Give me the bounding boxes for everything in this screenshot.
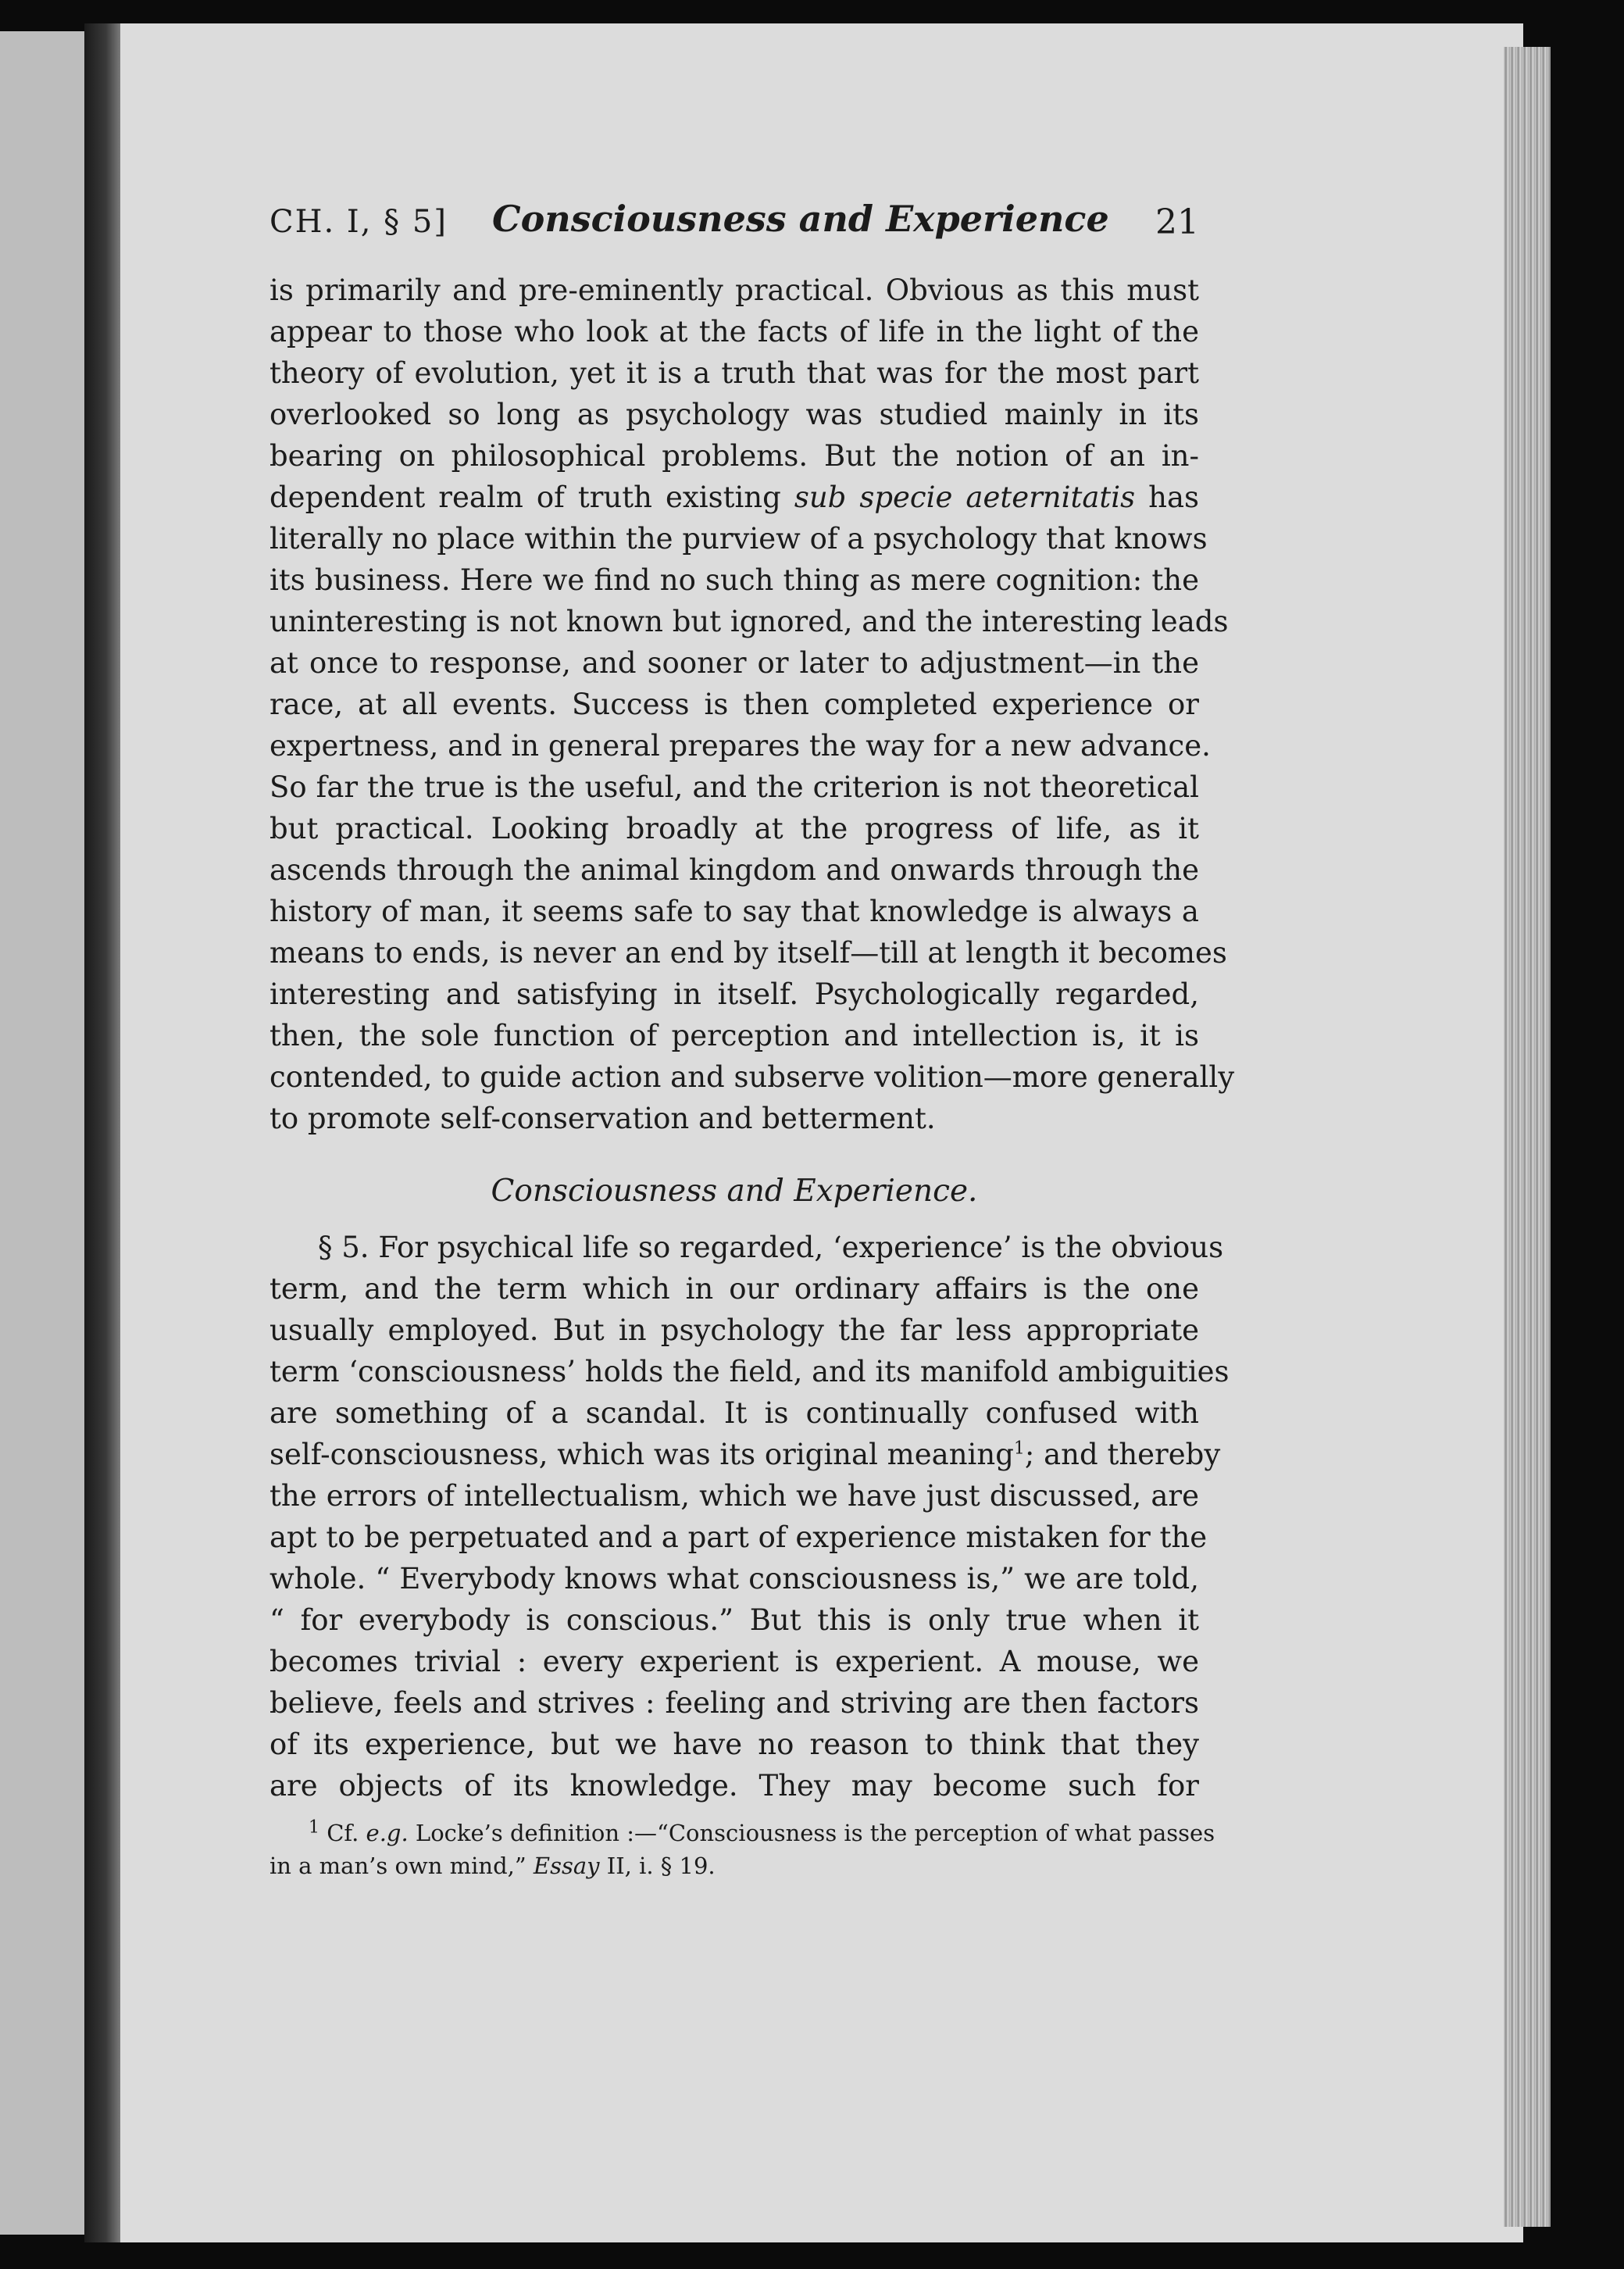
footnote-line bbox=[269, 1849, 1199, 1882]
right-background bbox=[1551, 0, 1624, 2269]
text-line: apt to be perpetuated and a part of experience mistaken for the bbox=[269, 1520, 1208, 1554]
section-heading: Consciousness and Experience. bbox=[491, 1174, 978, 1209]
text-line: term ‘consciousness’ holds the field, and its manifold ambiguities bbox=[269, 1355, 1230, 1388]
italic-phrase: sub specie aeternitatis bbox=[794, 481, 1136, 514]
footnote bbox=[269, 1817, 1215, 1882]
text-line: expertness, and in general prepares the way for a new advance. bbox=[269, 729, 1211, 763]
text-line: whole. “ Everybody knows what consciousness is,” we are told, bbox=[269, 1562, 1199, 1595]
text-line: at once to response, and sooner or later to adjustment—in the bbox=[269, 646, 1199, 680]
italic-phrase: e.g. bbox=[366, 1820, 409, 1846]
text-line: history of man, it seems safe to say that knowledge is always a bbox=[269, 895, 1199, 928]
text-run: Locke’s definition :—“Consciousness is the perception of what passes bbox=[408, 1820, 1215, 1846]
text-line: its business. Here we find no such thing as mere cognition: the bbox=[269, 563, 1199, 597]
text-run: in a man’s own mind,” bbox=[269, 1853, 534, 1879]
text-run: ; and thereby bbox=[1024, 1438, 1221, 1471]
text-run: has bbox=[1135, 481, 1199, 514]
page-edges bbox=[1504, 47, 1551, 2227]
text-line: of its experience, but we have no reason to think that they bbox=[269, 1728, 1199, 1761]
text-line: appear to those who look at the facts of life in the light of the bbox=[269, 315, 1199, 348]
text-line: “ for everybody is conscious.” But this is only true when it bbox=[269, 1603, 1199, 1637]
text-line: theory of evolution, yet it is a truth that was for the most part bbox=[269, 356, 1199, 390]
text-line: interesting and satisfying in itself. Psychologically regarded, bbox=[269, 977, 1199, 1011]
text-line: but practical. Looking broadly at the progress of life, as it bbox=[269, 812, 1199, 845]
text-line: bearing on philosophical problems. But the notion of an in- bbox=[269, 439, 1199, 473]
footnote-marker: 1 bbox=[309, 1817, 319, 1838]
spine-shadow bbox=[84, 23, 120, 2242]
text-line: ascends through the animal kingdom and onwards through the bbox=[269, 853, 1199, 887]
running-head bbox=[269, 198, 1199, 248]
text-line: race, at all events. Success is then completed experience or bbox=[269, 688, 1199, 721]
text-line: believe, feels and strives : feeling and striving are then factors bbox=[269, 1686, 1199, 1720]
text-run: self-consciousness, which was its original meaning bbox=[269, 1438, 1014, 1471]
text-line: are something of a scandal. It is continually confused with bbox=[269, 1396, 1199, 1430]
text-run: Cf. bbox=[327, 1820, 366, 1846]
text-line: means to ends, is never an end by itself—till at length it becomes bbox=[269, 936, 1227, 970]
text-line: the errors of intellectualism, which we have just discussed, are bbox=[269, 1479, 1199, 1513]
paragraph-1 bbox=[269, 270, 1235, 1139]
running-head-chapter: CH. I, § 5] bbox=[269, 204, 448, 240]
text-line: So far the true is the useful, and the criterion is not theoretical bbox=[269, 770, 1199, 804]
text-line: term, and the term which in our ordinary affairs is the one bbox=[269, 1272, 1199, 1306]
text-line: usually employed. But in psychology the far less appropriate bbox=[269, 1313, 1199, 1347]
text-run: dependent realm of truth existing bbox=[269, 481, 794, 514]
text-line bbox=[269, 477, 1199, 518]
left-page-edge bbox=[0, 31, 92, 2235]
italic-phrase: Essay bbox=[533, 1853, 600, 1879]
footnote-reference: 1 bbox=[1013, 1438, 1025, 1459]
paragraph-2 bbox=[269, 1227, 1230, 1806]
text-line: are objects of its knowledge. They may become such for bbox=[269, 1769, 1199, 1803]
text-line: uninteresting is not known but ignored, and the interesting leads bbox=[269, 605, 1229, 638]
text-line: contended, to guide action and subserve volition—more generally bbox=[269, 1060, 1235, 1094]
text-line: then, the sole function of perception and intellection is, it is bbox=[269, 1019, 1199, 1052]
text-run: II, i. § 19. bbox=[599, 1853, 716, 1879]
text-line: is primarily and pre-eminently practical. Obvious as this must bbox=[269, 273, 1199, 307]
text-line: to promote self-conservation and betterment. bbox=[269, 1102, 936, 1135]
running-head-title: Consciousness and Experience bbox=[492, 198, 1109, 240]
footnote-line bbox=[269, 1817, 1215, 1849]
text-line: becomes trivial : every experient is experient. A mouse, we bbox=[269, 1645, 1199, 1678]
page-number: 21 bbox=[1155, 202, 1199, 242]
text-line: overlooked so long as psychology was studied mainly in its bbox=[269, 398, 1199, 431]
text-line: § 5. For psychical life so regarded, ‘experience’ is the obvious bbox=[318, 1231, 1224, 1264]
text-line: literally no place within the purview of a psychology that knows bbox=[269, 522, 1208, 556]
text-line bbox=[269, 1434, 1221, 1475]
